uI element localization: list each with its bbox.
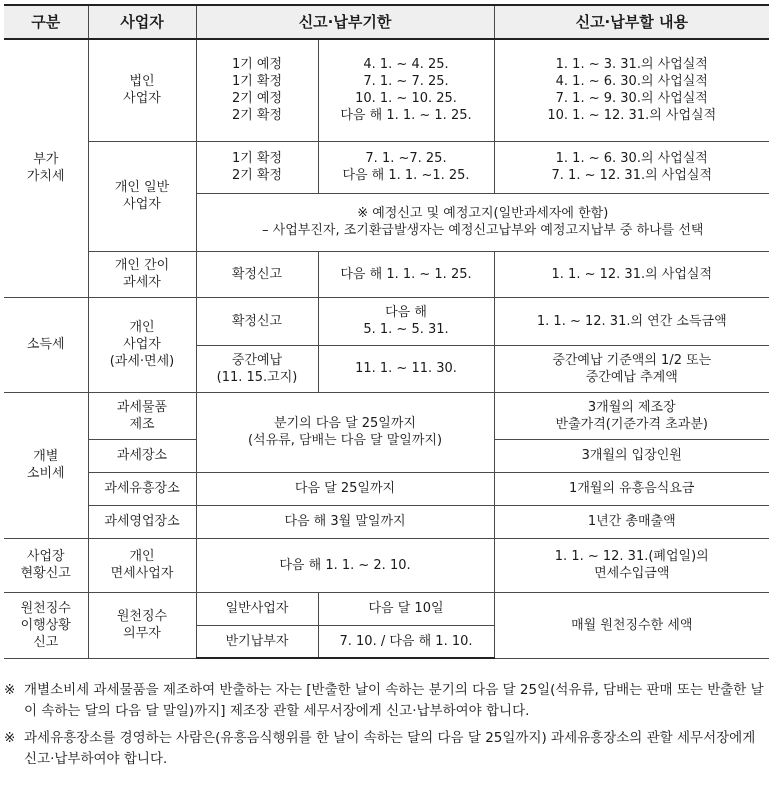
footnote-entertainment: ※ 과세유흥장소를 경영하는 사람은(유흥음식행위를 한 날이 속하는 달의 다음 달 25일까지) 과세유흥장소의 관할 세무서장에게 신고·납부하여야 합니다. (4, 730, 756, 767)
table-row (4, 39, 769, 141)
withholding-business: 원천징수 의무자 (88, 592, 196, 658)
vat-general-contents: 1. 1. ~ 6. 30.의 사업실적 7. 1. ~ 12. 31.의 사업실적 (494, 141, 769, 193)
status-business: 개인 면세사업자 (88, 538, 196, 592)
excise-business-deadline: 다음 해 3월 말일까지 (196, 505, 494, 538)
excise-category: 개별 소비세 (4, 392, 88, 538)
withholding-general-type: 일반사업자 (196, 592, 318, 625)
table-row (4, 505, 769, 538)
table-row (4, 297, 769, 345)
excise-goods-content: 3개월의 제조장 반출가격(기준가격 초과분) (494, 392, 769, 439)
header-category: 구분 (4, 5, 88, 39)
withholding-category: 원천징수 이행상황 신고 (4, 592, 88, 658)
vat-general-periods: 1기 확정 2기 확정 (196, 141, 318, 193)
reference-mark-icon: ※ (4, 730, 16, 746)
income-interim-period: 중간예납 (11. 15.고지) (196, 345, 318, 392)
vat-corporate-business: 법인 사업자 (88, 39, 196, 141)
vat-corporate-contents: 1. 1. ~ 3. 31.의 사업실적 4. 1. ~ 6. 30.의 사업실적 7. 1. ~ 9. 30.의 사업실적 10. 1. ~ 12. 31.의 사업실적 (494, 39, 769, 141)
withholding-semiannual-type: 반기납부자 (196, 625, 318, 658)
withholding-general-deadline: 다음 달 10일 (318, 592, 494, 625)
footnotes (4, 680, 769, 776)
table-row (4, 472, 769, 505)
income-interim-deadline: 11. 1. ~ 11. 30. (318, 345, 494, 392)
vat-simple-deadline: 다음 해 1. 1. ~ 1. 25. (318, 251, 494, 297)
income-interim-content: 중간예납 기준액의 1/2 또는 중간예납 추계액 (494, 345, 769, 392)
vat-category: 부가 가치세 (4, 39, 88, 297)
table-row (4, 251, 769, 297)
excise-entertainment-business: 과세유흥장소 (88, 472, 196, 505)
excise-goods-deadline: 분기의 다음 달 25일까지 (석유류, 담배는 다음 달 말일까지) (196, 392, 494, 472)
excise-business-business: 과세영업장소 (88, 505, 196, 538)
income-business: 개인 사업자 (과세·면세) (88, 297, 196, 392)
header-business: 사업자 (88, 5, 196, 39)
vat-preliminary-note: ※ 예정신고 및 예정고지(일반과세자에 한함) – 사업부진자, 조기환급발생자는 예정신고납부와 예정고지납부 중 하나를 선택 (196, 193, 769, 251)
vat-general-business: 개인 일반 사업자 (88, 141, 196, 251)
vat-corporate-periods: 1기 예정 1기 확정 2기 예정 2기 확정 (196, 39, 318, 141)
reference-mark-icon: ※ (4, 682, 16, 698)
tax-filing-table (4, 4, 769, 659)
footnote-excise-goods: ※ 개별소비세 과세물품을 제조하여 반출하는 자는 [반출한 날이 속하는 분기의 다음 달 25일(석유류, 담배는 판매 또는 반출한 날이 속하는 달의 다음 달 말일)까지] 제조장 관할 세무서장에게 신고·납부하여야 합니다. (4, 682, 764, 719)
table-row (4, 141, 769, 193)
income-final-content: 1. 1. ~ 12. 31.의 연간 소득금액 (494, 297, 769, 345)
table-row (4, 538, 769, 592)
excise-entertainment-deadline: 다음 달 25일까지 (196, 472, 494, 505)
withholding-semiannual-deadline: 7. 10. / 다음 해 1. 10. (318, 625, 494, 658)
excise-venue-content: 3개월의 입장인원 (494, 439, 769, 472)
excise-entertainment-content: 1개월의 유흥음식요금 (494, 472, 769, 505)
status-content: 1. 1. ~ 12. 31.(폐업일)의 면세수입금액 (494, 538, 769, 592)
vat-simple-business: 개인 간이 과세자 (88, 251, 196, 297)
excise-venue-business: 과세장소 (88, 439, 196, 472)
vat-simple-period: 확정신고 (196, 251, 318, 297)
header-deadline: 신고·납부기한 (196, 5, 494, 39)
excise-goods-business: 과세물품 제조 (88, 392, 196, 439)
income-category: 소득세 (4, 297, 88, 392)
vat-general-deadlines: 7. 1. ~7. 25. 다음 해 1. 1. ~1. 25. (318, 141, 494, 193)
income-final-deadline: 다음 해 5. 1. ~ 5. 31. (318, 297, 494, 345)
status-deadline: 다음 해 1. 1. ~ 2. 10. (196, 538, 494, 592)
table-header-row (4, 5, 769, 39)
withholding-content: 매월 원천징수한 세액 (494, 592, 769, 658)
vat-simple-content: 1. 1. ~ 12. 31.의 사업실적 (494, 251, 769, 297)
income-final-period: 확정신고 (196, 297, 318, 345)
vat-corporate-deadlines: 4. 1. ~ 4. 25. 7. 1. ~ 7. 25. 10. 1. ~ 10. 25. 다음 해 1. 1. ~ 1. 25. (318, 39, 494, 141)
table-row (4, 592, 769, 625)
table-row (4, 392, 769, 439)
excise-business-content: 1년간 총매출액 (494, 505, 769, 538)
header-content: 신고·납부할 내용 (494, 5, 769, 39)
status-category: 사업장 현황신고 (4, 538, 88, 592)
